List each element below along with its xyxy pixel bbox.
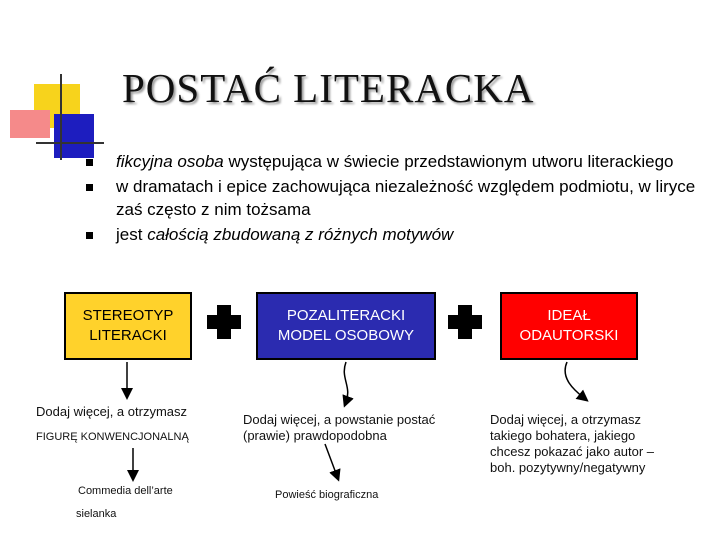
note-left-1: Dodaj więcej, a otrzymasz <box>36 404 187 419</box>
box-stereotyp: STEREOTYP LITERACKI <box>64 292 192 360</box>
note-left-4: sielanka <box>76 508 117 520</box>
bullet-3-italic: całością zbudowaną z różnych motywów <box>147 225 454 244</box>
note-mid-2: Powieść biograficzna <box>275 489 379 501</box>
arrow-mid-2 <box>325 444 337 476</box>
note-left-2: FIGURĘ KONWENCJONALNĄ <box>36 431 189 443</box>
arrow-mid-1 <box>344 362 347 402</box>
arrow-right-1 <box>565 362 584 398</box>
box-pozaliteracki: POZALITERACKI MODEL OSOBOWY <box>256 292 436 360</box>
box-ideal: IDEAŁ ODAUTORSKI <box>500 292 638 360</box>
bullet-3-pre: jest <box>116 225 148 244</box>
note-left-3: Commedia dell’arte <box>78 485 173 497</box>
bullet-1-italic: fikcyjna osoba <box>116 152 224 171</box>
note-right-1: Dodaj więcej, a otrzymasz takiego bohatera, jakiego chcesz pokazać jako autor – boh. pozytywny/negatywny <box>490 412 655 475</box>
note-mid-1: Dodaj więcej, a powstanie postać (prawie) prawdopodobna <box>243 412 436 443</box>
bullet-2-text: w dramatach i epice zachowująca niezależność względem podmiotu, w liryce zaś często z nim tożsama <box>116 177 696 219</box>
page-title: POSTAĆ LITERACKA <box>122 65 535 111</box>
bullet-1-text: występująca w świecie przedstawionym utworu literackiego <box>223 152 674 171</box>
